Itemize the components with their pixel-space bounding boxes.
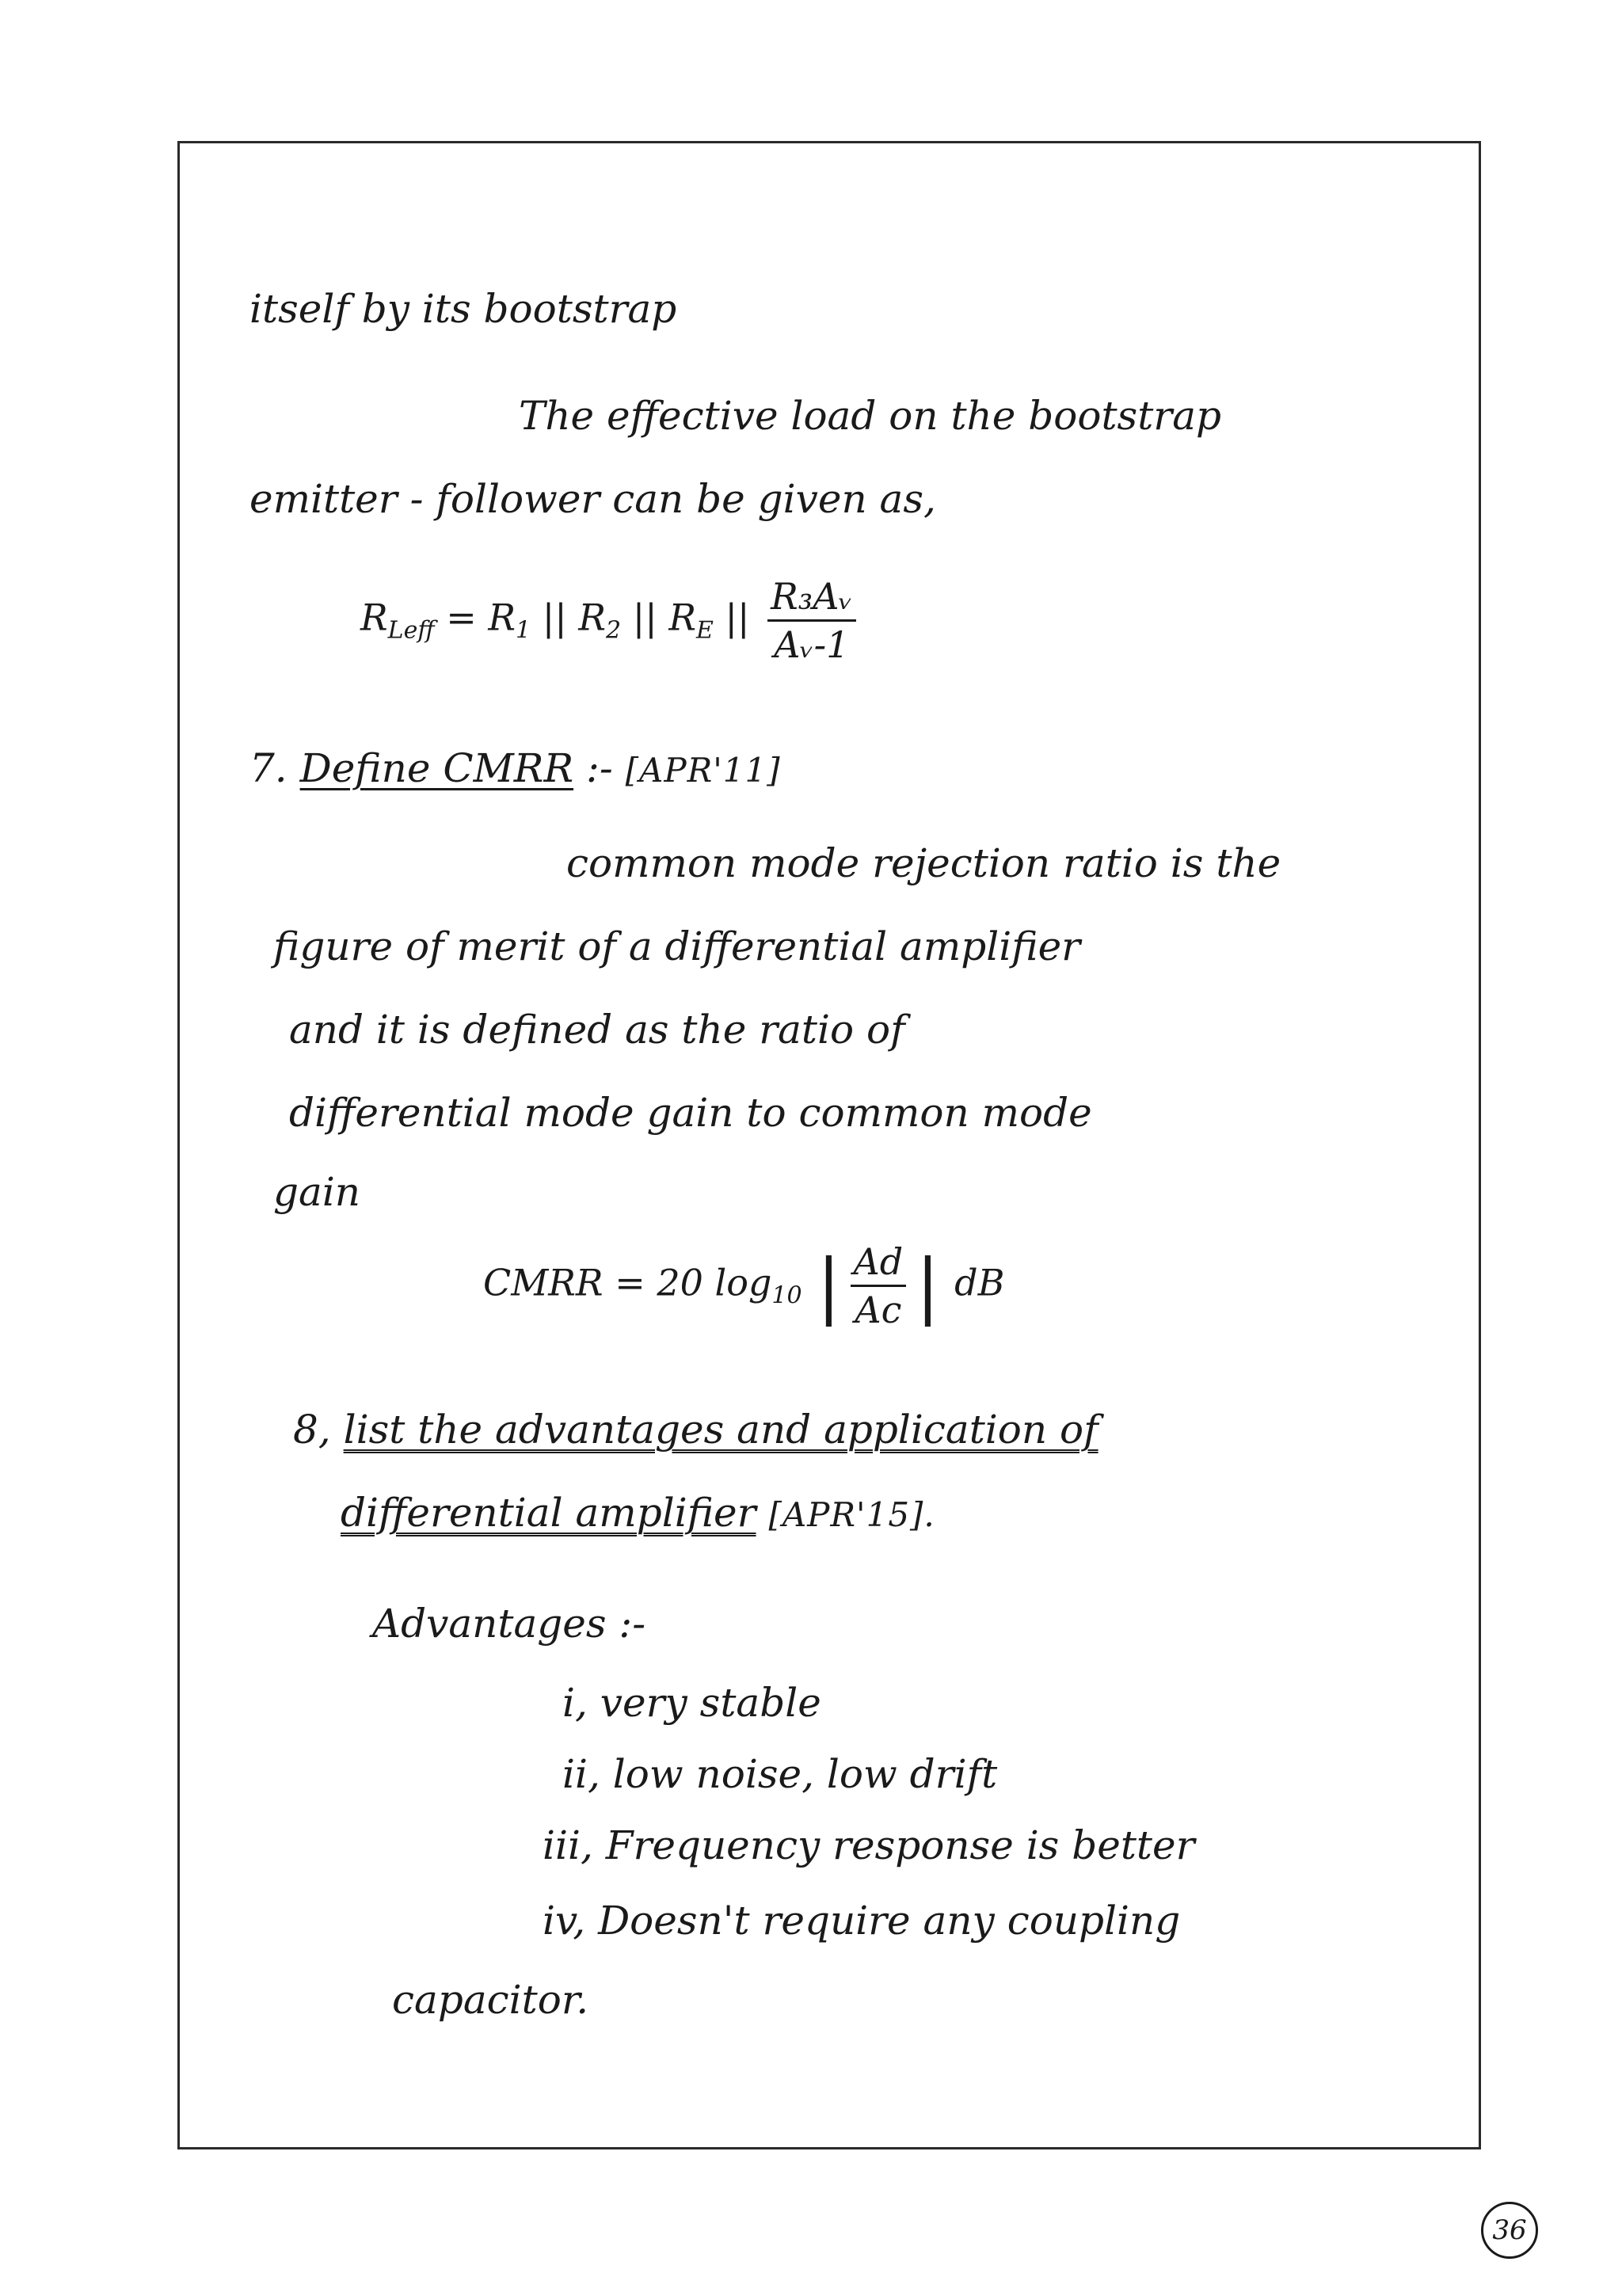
text-line-7: and it is defined as the ratio of [289, 1007, 905, 1053]
cmrr-denominator: Ac [855, 1289, 902, 1331]
text-line-5: common mode rejection ratio is the [566, 840, 1281, 886]
advantage-item-4-continued: capacitor. [392, 1977, 589, 2023]
cmrr-numerator: Ad [851, 1243, 907, 1287]
advantage-item-2: ii, low noise, low drift [562, 1751, 998, 1797]
question-8-heading-line-2 [341, 1490, 935, 1536]
text-line-9: gain [273, 1169, 361, 1215]
rleff-denominator: Aᵥ-1 [774, 623, 850, 666]
advantage-item-4: iv, Doesn't require any coupling [543, 1898, 1181, 1944]
cmrr-formula: CMRR = 20 $\log_{10}$ | $\frac{Ad}{Ac}$ | dB [483, 1240, 1005, 1331]
question-8-number: 8, [293, 1407, 331, 1453]
text-line-6: figure of merit of a differential amplifier [273, 923, 1081, 969]
question-8-title-line-2: differential amplifier [341, 1490, 756, 1536]
advantage-item-1: i, very stable [562, 1680, 821, 1726]
abs-bar-right: | [916, 1243, 940, 1327]
question-8-title-line-1: list the advantages and application of [343, 1407, 1098, 1453]
advantages-heading: Advantages :- [372, 1601, 646, 1647]
question-7-number: 7. [249, 745, 287, 791]
text-line-1: itself by its bootstrap [249, 286, 677, 332]
cmrr-fraction [851, 1240, 907, 1331]
question-7-separator: :- [586, 745, 613, 791]
text-line-8: differential mode gain to common mode [289, 1090, 1092, 1136]
advantage-item-3: iii, Frequency response is better [543, 1822, 1195, 1868]
rleff-formula: $R_{Leff} = R_1$ || $R_2$ || $R_E$ || $\frac{\text{R₃Aᵥ}}{\text{Aᵥ-1}}$ [360, 578, 862, 663]
question-7-heading [249, 745, 781, 791]
rleff-fraction [767, 575, 855, 666]
question-7-title: Define CMRR [299, 745, 574, 791]
page-number: 36 [1481, 2202, 1538, 2259]
question-8-heading-line-1 [293, 1407, 1098, 1453]
rleff-numerator: R₃Aᵥ [767, 578, 855, 622]
question-7-tag: [APR'11] [625, 751, 781, 790]
text-line-3: emitter - follower can be given as, [249, 476, 936, 522]
question-8-tag: [APR'15]. [768, 1495, 935, 1534]
abs-bar-left: | [817, 1243, 841, 1327]
text-line-2: The effective load on the bootstrap [519, 393, 1222, 439]
